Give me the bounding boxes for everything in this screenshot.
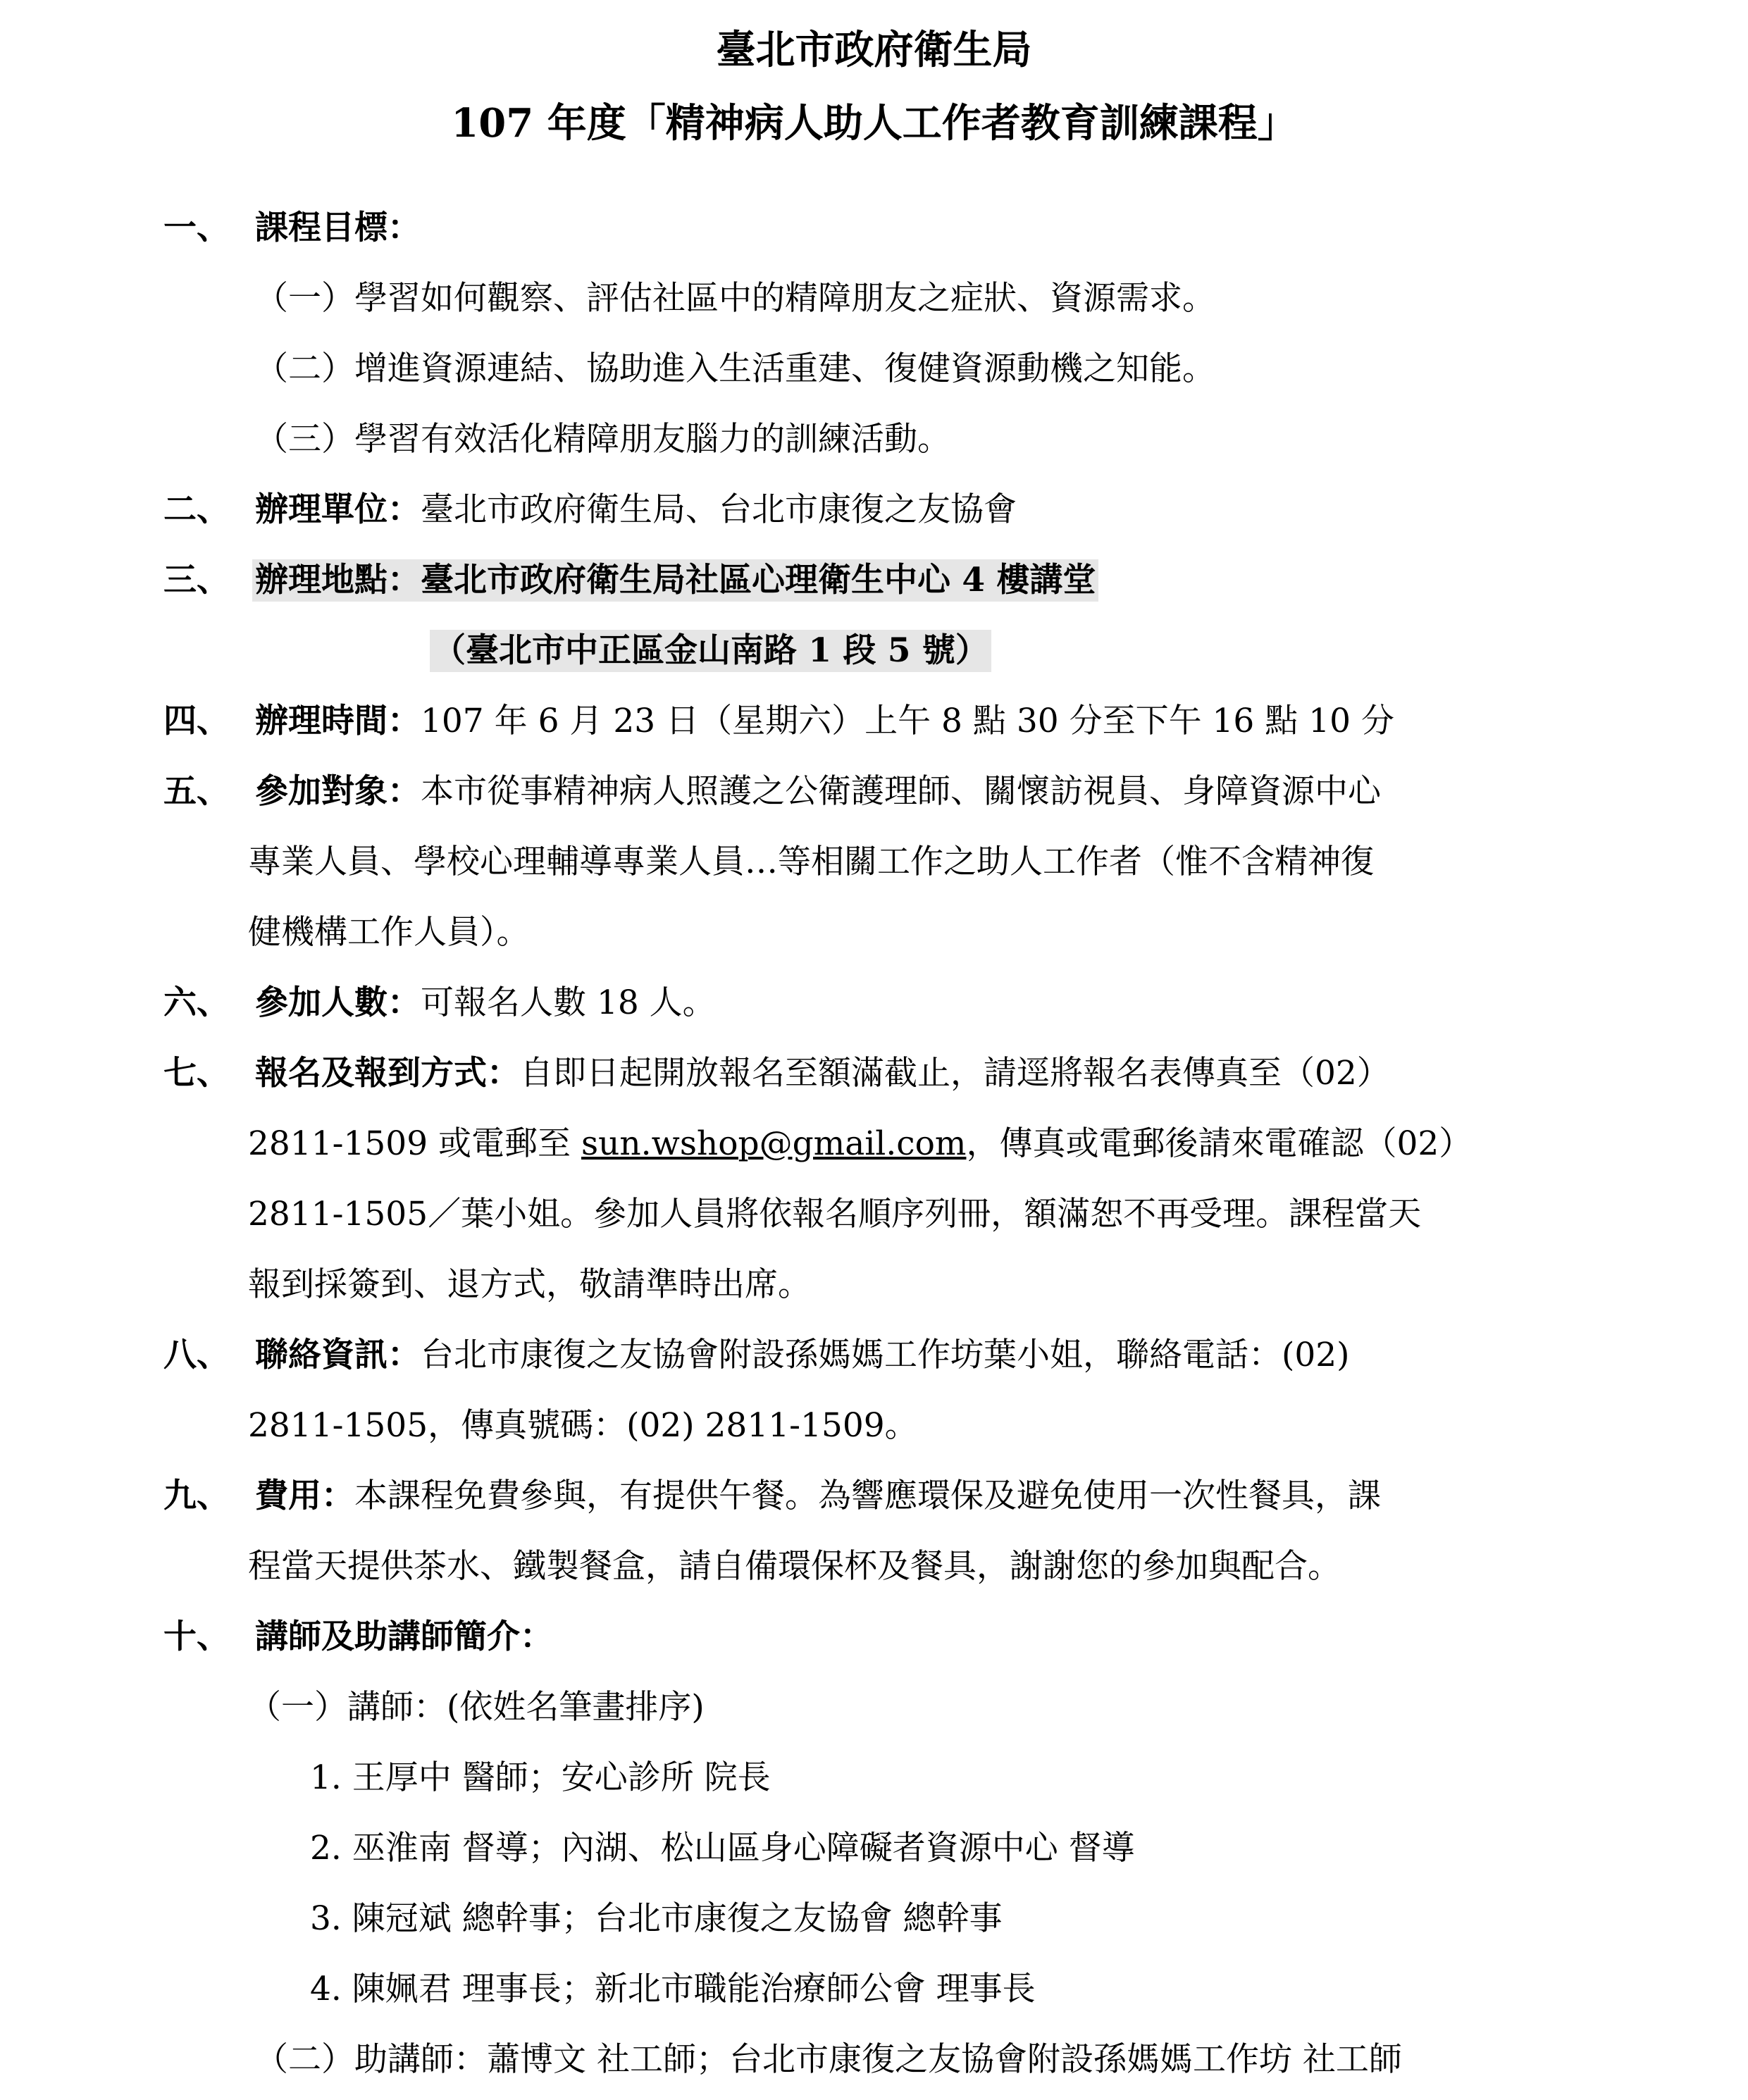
section-9-line-1 bbox=[255, 1475, 1381, 1517]
audience-text-2: 專業人員、學校心理輔導專業人員…等相關工作之助人工作者（惟不含精神復 bbox=[248, 843, 1374, 881]
organizer-text: 臺北市政府衛生局、台北市康復之友協會 bbox=[421, 490, 1017, 529]
objective-item-2: （二）增進資源連結、協助進入生活重建、復健資源動機之知能。 bbox=[255, 349, 1215, 388]
registration-text-2a: 2811-1509 或電郵至 bbox=[248, 1124, 581, 1163]
section-6-label: 參加人數： bbox=[255, 983, 421, 1022]
document-title-agency: 臺北市政府衛生局 bbox=[716, 27, 1032, 73]
venue-address: （臺北市中正區金山南路 1 段 5 號） bbox=[430, 630, 991, 672]
fee-text-1: 本課程免費參與，有提供午餐。為響應環保及避免使用一次性餐具，課 bbox=[354, 1477, 1381, 1515]
fee-text-2: 程當天提供茶水、鐵製餐盒，請自備環保杯及餐具，謝謝您的參加與配合。 bbox=[248, 1547, 1341, 1586]
contact-text-2: 2811-1505，傳真號碼：(02) 2811-1509。 bbox=[248, 1406, 918, 1445]
schedule-text: 107 年 6 月 23 日（星期六）上午 8 點 30 分至下午 16 點 10 分 bbox=[421, 702, 1394, 740]
section-2-number: 二、 bbox=[163, 490, 230, 529]
lecturers-heading: （一）講師：(依姓名筆畫排序) bbox=[248, 1688, 705, 1727]
registration-email-link[interactable]: sun.wshop@gmail.com bbox=[581, 1124, 967, 1163]
section-4-line bbox=[255, 700, 1394, 743]
section-5-number: 五、 bbox=[163, 772, 230, 811]
section-4-label: 辦理時間： bbox=[255, 702, 421, 740]
contact-text-1: 台北市康復之友協會附設孫媽媽工作坊葉小姐，聯絡電話：(02) bbox=[421, 1336, 1350, 1374]
section-6-number: 六、 bbox=[163, 983, 230, 1022]
section-6-line bbox=[255, 982, 716, 1024]
lecturer-item: 1. 王厚中 醫師；安心診所 院長 bbox=[310, 1758, 771, 1797]
section-7-line-2 bbox=[248, 1123, 1472, 1165]
assistant-lecturer-line: （二）助講師：蕭博文 社工師；台北市康復之友協會附設孫媽媽工作坊 社工師 bbox=[255, 2040, 1402, 2079]
section-2-line bbox=[255, 489, 1017, 531]
section-10-number: 十、 bbox=[163, 1617, 230, 1656]
section-10-label: 講師及助講師簡介： bbox=[255, 1617, 553, 1656]
section-7-label: 報名及報到方式： bbox=[255, 1054, 520, 1093]
section-9-number: 九、 bbox=[163, 1477, 230, 1515]
objective-item-1: （一）學習如何觀察、評估社區中的精障朋友之症狀、資源需求。 bbox=[255, 279, 1215, 318]
audience-text-3: 健機構工作人員）。 bbox=[248, 913, 530, 952]
section-5-line-1 bbox=[255, 771, 1381, 813]
section-8-line-1 bbox=[255, 1334, 1349, 1377]
section-8-label: 聯絡資訊： bbox=[255, 1336, 421, 1374]
section-2-label: 辦理單位： bbox=[255, 490, 421, 529]
section-4-number: 四、 bbox=[163, 702, 230, 740]
section-1-label: 課程目標： bbox=[255, 209, 421, 247]
registration-text-1: 自即日起開放報名至額滿截止，請逕將報名表傳真至（02） bbox=[520, 1054, 1390, 1093]
lecturer-item: 4. 陳姵君 理事長；新北市職能治療師公會 理事長 bbox=[310, 1970, 1036, 2008]
venue-text: 辦理地點：臺北市政府衛生局社區心理衛生中心 4 樓講堂 bbox=[252, 559, 1098, 602]
lecturer-item: 3. 陳冠斌 總幹事；台北市康復之友協會 總幹事 bbox=[310, 1899, 1003, 1938]
section-5-label: 參加對象： bbox=[255, 772, 421, 811]
section-9-label: 費用： bbox=[255, 1477, 354, 1515]
section-8-number: 八、 bbox=[163, 1336, 230, 1374]
section-7-number: 七、 bbox=[163, 1054, 230, 1093]
lecturer-item: 2. 巫淮南 督導；內湖、松山區身心障礙者資源中心 督導 bbox=[310, 1829, 1135, 1868]
registration-text-2b: ，傳真或電郵後請來電確認（02） bbox=[966, 1124, 1473, 1163]
section-7-line-1 bbox=[255, 1052, 1390, 1095]
registration-text-3: 2811-1505／葉小姐。參加人員將依報名順序列冊，額滿恕不再受理。課程當天 bbox=[248, 1195, 1422, 1234]
registration-text-4: 報到採簽到、退方式，敬請準時出席。 bbox=[248, 1265, 811, 1304]
capacity-text: 可報名人數 18 人。 bbox=[421, 983, 716, 1022]
objective-item-3: （三）學習有效活化精障朋友腦力的訓練活動。 bbox=[255, 420, 950, 459]
audience-text-1: 本市從事精神病人照護之公衛護理師、關懷訪視員、身障資源中心 bbox=[421, 772, 1381, 811]
document-title-course: 107 年度「精神病人助人工作者教育訓練課程」 bbox=[451, 100, 1297, 147]
section-3-number: 三、 bbox=[163, 561, 230, 599]
section-1-number: 一、 bbox=[163, 209, 230, 247]
